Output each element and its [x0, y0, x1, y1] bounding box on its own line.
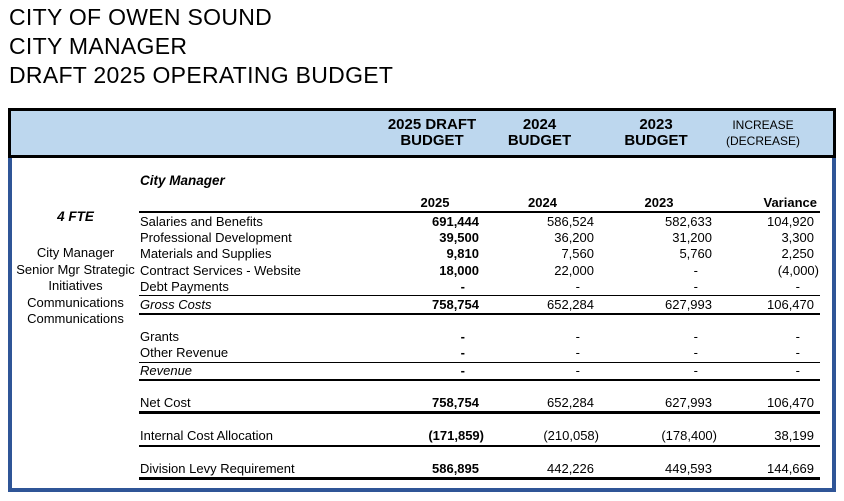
cell-variance: - [795, 279, 800, 295]
cell-2025: (171,859) [428, 428, 484, 444]
row-label: Other Revenue [140, 345, 229, 361]
budget-row [139, 395, 820, 414]
budget-rows [139, 195, 820, 480]
cell-2025: 18,000 [439, 262, 479, 278]
document-title [9, 3, 393, 90]
cell-variance: 104,920 [767, 213, 814, 229]
cell-variance: - [795, 345, 800, 361]
row-label: Debt Payments [140, 279, 229, 295]
row-label: Gross Costs [140, 296, 212, 312]
column-header: 2024 [528, 195, 557, 211]
sidebar-line: Senior Mgr Strategic [16, 261, 135, 277]
cell-2023: - [693, 279, 698, 295]
budget-row [139, 329, 820, 345]
fte-count: 4 FTE [57, 209, 94, 224]
cell-2025: 691,444 [432, 213, 479, 229]
division-names [12, 245, 139, 328]
sidebar-line: Communications [27, 294, 124, 310]
cell-2024: - [575, 362, 580, 378]
table-header-row [8, 108, 836, 158]
table-body [8, 158, 836, 492]
budget-row [139, 246, 820, 262]
spacer-row [139, 381, 820, 395]
budget-row [139, 213, 820, 229]
column-header: Variance [763, 195, 817, 211]
cell-2025: - [460, 328, 465, 344]
header-2023-budget: 2023 BUDGET [624, 116, 688, 149]
cell-2023: - [693, 362, 698, 378]
budget-row [139, 263, 820, 279]
sidebar-line: Communications [27, 311, 124, 327]
sidebar-line: Initiatives [48, 278, 103, 294]
row-label: Materials and Supplies [140, 246, 272, 262]
cell-2023: - [693, 262, 698, 278]
spacer-row [139, 414, 820, 428]
column-header-row [139, 195, 820, 213]
budget-row [139, 428, 820, 446]
row-label: Division Levy Requirement [140, 460, 295, 476]
title-line-city: CITY OF OWEN SOUND [9, 4, 273, 30]
budget-main-area [139, 158, 832, 488]
sidebar-line: City Manager [36, 245, 115, 260]
row-label: Professional Development [140, 229, 292, 245]
cell-2024: 586,524 [547, 213, 594, 229]
budget-row [139, 230, 820, 246]
cell-2025: 758,754 [432, 296, 479, 312]
row-label: Salaries and Benefits [140, 213, 263, 229]
cell-2025: 586,895 [432, 460, 479, 476]
cell-2023: - [693, 345, 698, 361]
cell-2025: - [460, 345, 465, 361]
row-label: Internal Cost Allocation [140, 428, 273, 444]
cell-2023: (178,400) [661, 428, 717, 444]
title-line-department: CITY MANAGER [9, 33, 188, 59]
row-label: Net Cost [140, 395, 191, 411]
cell-2024: 7,560 [561, 246, 594, 262]
cell-2023: 449,593 [665, 460, 712, 476]
division-sidebar [12, 158, 139, 488]
cell-2023: 5,760 [679, 246, 712, 262]
section-title: City Manager [140, 173, 225, 188]
cell-2025: 758,754 [432, 395, 479, 411]
cell-variance: 106,470 [767, 395, 814, 411]
cell-2024: (210,058) [543, 428, 599, 444]
header-2025-draft-budget: 2025 DRAFT BUDGET [387, 116, 477, 149]
cell-2024: - [575, 328, 580, 344]
cell-variance: 106,470 [767, 296, 814, 312]
cell-variance: 3,300 [781, 229, 814, 245]
row-label: Contract Services - Website [140, 262, 301, 278]
spacer-row [139, 315, 820, 329]
cell-2023: 627,993 [665, 296, 712, 312]
row-label: Revenue [140, 362, 193, 378]
cell-variance: - [795, 328, 800, 344]
cell-2024: 22,000 [554, 262, 594, 278]
cell-2024: - [575, 345, 580, 361]
budget-row [139, 461, 820, 480]
cell-variance: 2,250 [781, 246, 814, 262]
column-header: 2025 [420, 195, 450, 211]
cell-2023: 31,200 [672, 229, 712, 245]
cell-variance: - [795, 362, 800, 378]
cell-2024: 652,284 [547, 395, 594, 411]
header-2024-budget: 2024 BUDGET [507, 116, 572, 149]
cell-2024: 652,284 [547, 296, 594, 312]
cell-variance: 38,199 [774, 428, 814, 444]
cell-variance: 144,669 [767, 460, 814, 476]
cell-2024: - [575, 279, 580, 295]
header-increase-decrease: INCREASE (DECREASE) [725, 118, 800, 148]
column-header: 2023 [644, 195, 674, 211]
cell-variance: (4,000) [777, 262, 819, 278]
cell-2025: - [460, 279, 465, 295]
cell-2023: 582,633 [665, 213, 712, 229]
cell-2025: 9,810 [446, 246, 479, 262]
cell-2024: 36,200 [554, 229, 594, 245]
cell-2025: 39,500 [439, 229, 479, 245]
cell-2023: - [693, 328, 698, 344]
budget-row [139, 345, 820, 362]
cell-2024: 442,226 [547, 460, 594, 476]
row-label: Grants [140, 328, 180, 344]
budget-table [8, 108, 836, 492]
budget-row [139, 279, 820, 296]
spacer-row [139, 447, 820, 461]
cell-2025: - [460, 362, 465, 378]
budget-row [139, 363, 820, 381]
cell-2023: 627,993 [665, 395, 712, 411]
title-line-budget: DRAFT 2025 OPERATING BUDGET [9, 62, 394, 88]
budget-row [139, 296, 820, 314]
